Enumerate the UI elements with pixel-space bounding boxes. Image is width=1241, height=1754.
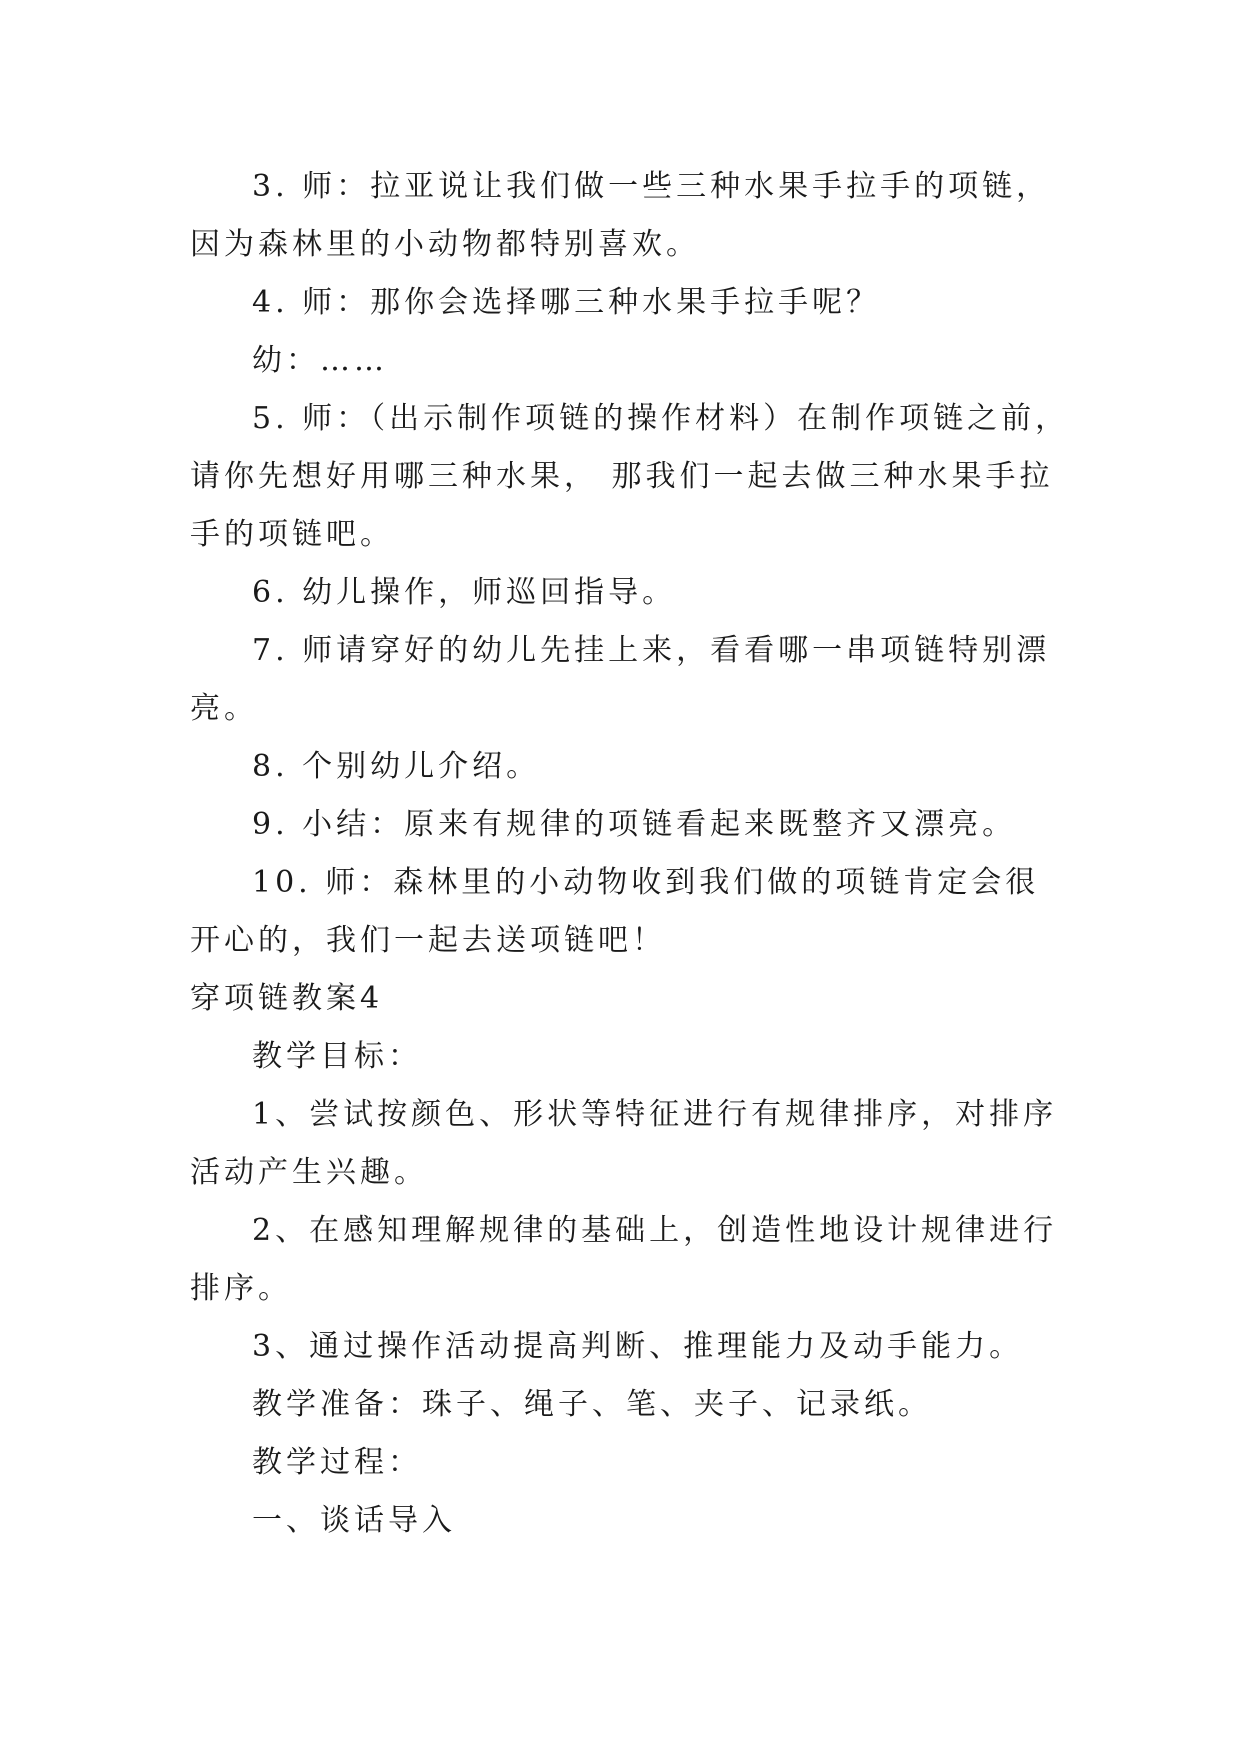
document-body	[190, 158, 1070, 1550]
paragraph-step-4: 4. 师：那你会选择哪三种水果手拉手呢？	[252, 285, 881, 320]
paragraph-step-5: 5. 师：（出示制作项链的操作材料）在制作项链之前，请你先想好用哪三种水果， 那我们一起去做三种水果手拉手的项链吧。	[190, 401, 1070, 552]
paragraph-step-8: 8. 个别幼儿介绍。	[252, 749, 541, 784]
section-heading: 穿项链教案4	[190, 981, 384, 1016]
paragraph-child-response: 幼：……	[252, 343, 388, 378]
paragraph-step-9: 9. 小结：原来有规律的项链看起来既整齐又漂亮。	[252, 807, 1017, 842]
paragraph-step-10: 10. 师：森林里的小动物收到我们做的项链肯定会很开心的，我们一起去送项链吧！	[190, 865, 1040, 958]
paragraph-step-3: 3. 师：拉亚说让我们做一些三种水果手拉手的项链，因为森林里的小动物都特别喜欢。	[190, 169, 1051, 262]
goal-item-2: 2、在感知理解规律的基础上，创造性地设计规律进行排序。	[190, 1213, 1058, 1306]
goal-item-3: 3、通过操作活动提高判断、推理能力及动手能力。	[252, 1329, 1024, 1364]
paragraph-step-6: 6. 幼儿操作，师巡回指导。	[252, 575, 677, 610]
goals-title: 教学目标：	[252, 1039, 422, 1074]
process-title: 教学过程：	[252, 1445, 422, 1480]
paragraph-step-7: 7. 师请穿好的幼儿先挂上来，看看哪一串项链特别漂亮。	[190, 633, 1051, 726]
preparation-line: 教学准备：珠子、绳子、笔、夹子、记录纸。	[252, 1387, 932, 1422]
process-step-1: 一、谈话导入	[252, 1503, 456, 1538]
goal-item-1: 1、尝试按颜色、形状等特征进行有规律排序，对排序活动产生兴趣。	[190, 1097, 1058, 1190]
